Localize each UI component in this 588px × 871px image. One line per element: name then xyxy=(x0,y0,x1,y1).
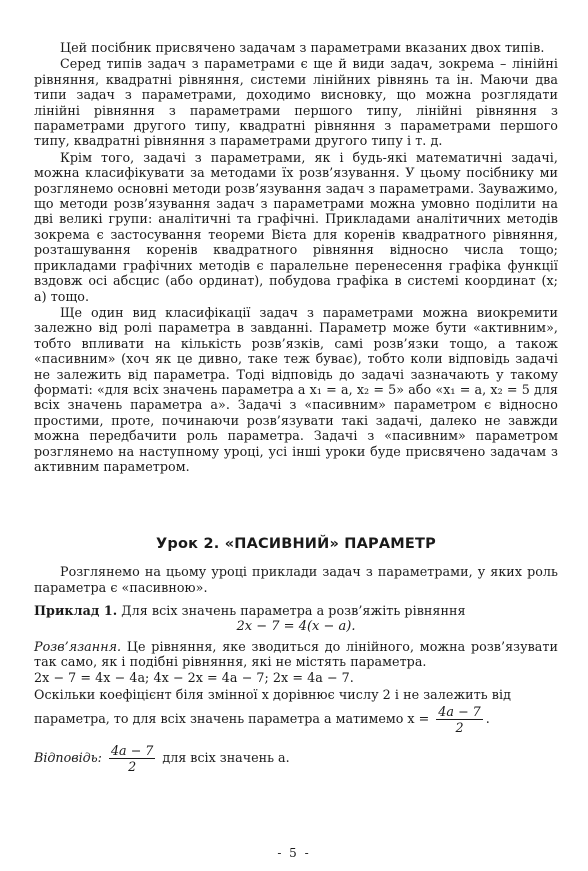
example-text: Для всіх значень параметра a розв’яжіть рівняння xyxy=(117,603,466,619)
solution-reason-2: параметра, то для всіх значень параметра a матимемо x = $\frac{4a - 7}{2}$ . xyxy=(34,704,490,736)
solution-reason-1: Оскільки коефіцієнт біля змінної x дорівнює числу 2 і не залежить від xyxy=(34,686,511,702)
page-number: - 5 - xyxy=(277,846,311,860)
lesson-intro: Розглянемо на цьому уроці приклади задач з параметрами, у яких роль параметра є «пасивною». xyxy=(34,564,558,595)
example-label: Приклад 1. xyxy=(34,603,118,619)
example-equation: 2x − 7 = 4(x − a). xyxy=(236,618,356,634)
answer-label: Відповідь: xyxy=(34,750,102,766)
solution-text: Це рівняння, яке зводиться до лінійного, можна розв’язувати так само, як і подібні рівняння, які не містять параметра. xyxy=(34,638,558,669)
answer-tail: для всіх значень a. xyxy=(158,750,290,766)
example-1 xyxy=(34,603,558,618)
lesson-title: Урок 2. «ПАСИВНИЙ» ПАРАМЕТР xyxy=(156,536,436,553)
solution xyxy=(34,639,558,670)
intro-paragraph-2: Серед типів задач з параметрами є ще й види задач, зокрема – лінійні рівняння, квадратні рівняння, системи лінійних рівнянь та ін. Маючи два типи задач з параметрами, доходимо висновку, що можна розглядати лінійні рівняння з параметрами першого типу, лінійні рівняння з параметрами другого типу, квадратні рівняння з параметрами першого типу, квадратні рівняння з параметрами другого типу і т. д. xyxy=(34,56,558,149)
answer-fraction: $\frac{4a - 7}{2}$ xyxy=(110,743,154,775)
intro-paragraph-4: Ще один вид класифікації задач з параметрами можна виокремити залежно від ролі параметра в завданні. Параметр може бути «активним», тобто впливати на кількість розв’язків, самі розв’язки тощо, а також «пасивним» (хоч як це дивно, таке теж буває), тобто коли відповідь задачі не залежить від параметра. Тоді відповідь до задачі зазначають у такому форматі: «для всіх значень параметра a x₁ = a, x₂ = 5» або «x₁ = a, x₂ = 5 для всіх значень параметра a». Задачі з «пасивним» параметром є відносно простими, проте, починаючи розв’язувати такі задачі, далеко не завжди можна передбачити роль параметра. Задачі з «пасивним» параметром розглянемо на наступному уроці, усі інші уроки буде присвячено задачам з активним параметром. xyxy=(34,304,558,474)
page-content xyxy=(34,40,558,774)
solution-fraction: $\frac{4a - 7}{2}$ xyxy=(438,704,481,736)
intro-paragraph-1: Цей посібник присвячено задачам з параметрами вказаних двох типів. xyxy=(60,40,545,55)
solution-label: Розв’язання. xyxy=(34,638,122,654)
solution-steps: 2x − 7 = 4x − 4a; 4x − 2x = 4a − 7; 2x = 4a − 7. xyxy=(34,670,354,686)
answer xyxy=(34,743,558,774)
intro-paragraph-3: Крім того, задачі з параметрами, як і будь-які математичні задачі, можна класифікувати за методами їх розв’язування. У цьому посібнику ми розглянемо основні методи розв’язування задач з параметрами. Зауважимо, що методи розв’язування задач з параметрами можна умовно поділити на дві великі групи: аналітичні та графічні. Прикладами аналітичних методів зокрема є застосування теореми Вієта для коренів квадратного рівняння, розташування коренів квадратного рівняння відносно числа тощо; прикладами графічних методів є паралельне перенесення графіка функції вздовж осі абсцис (або ординат), побудова графіка в системі координат (x; a) тощо. xyxy=(34,149,558,304)
